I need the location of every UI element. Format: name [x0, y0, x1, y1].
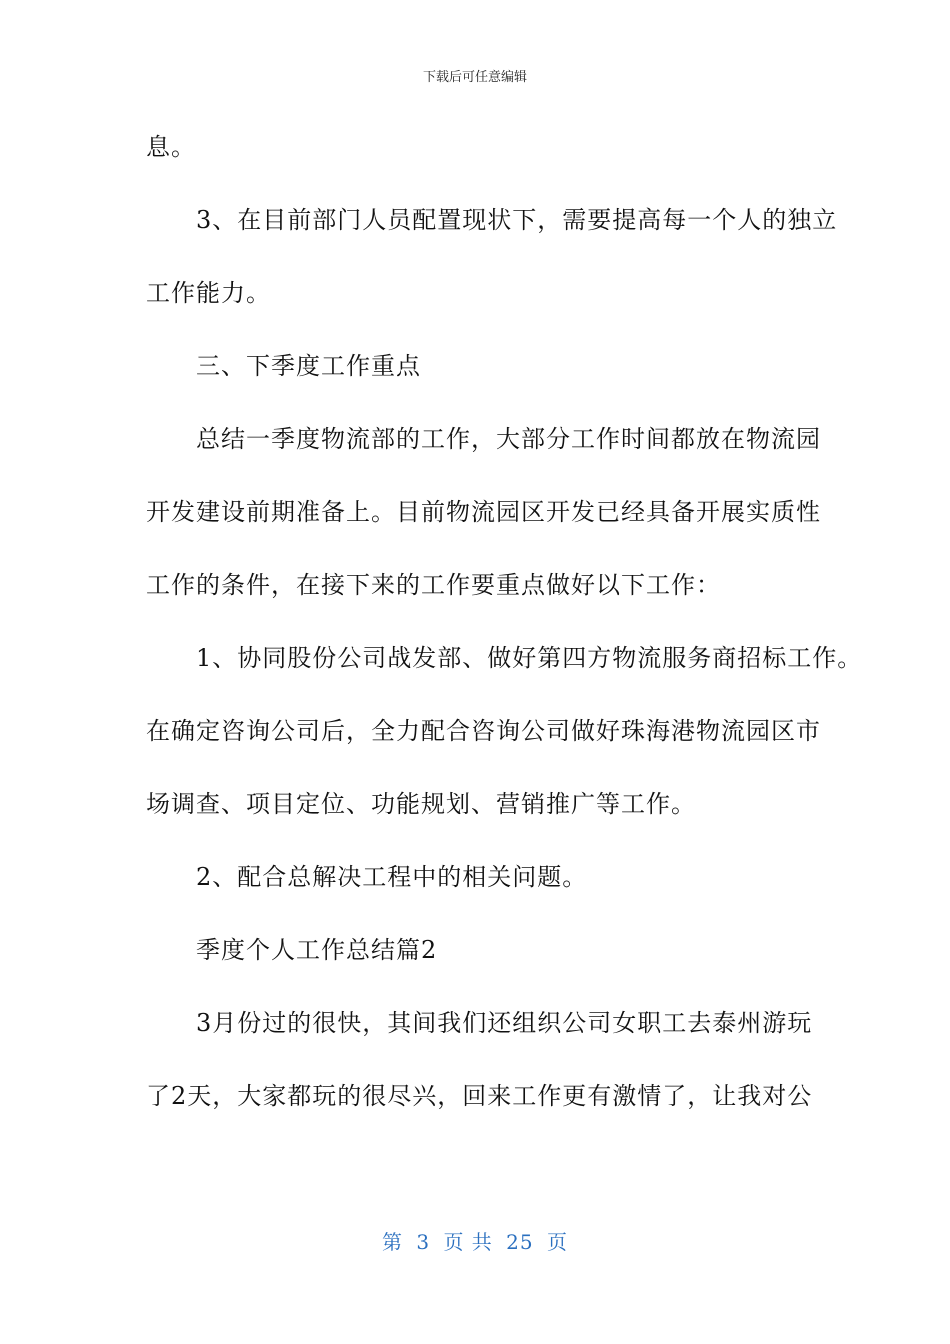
body-line: 场调查、项目定位、功能规划、营销推广等工作。: [146, 790, 696, 818]
body-line: 开发建设前期准备上。目前物流园区开发已经具备开展实质性: [146, 498, 821, 526]
footer-suffix: 页: [546, 1230, 568, 1254]
body-line: 1、协同股份公司战发部、做好第四方物流服务商招标工作。: [146, 644, 863, 672]
body-line: 3月份过的很快，其间我们还组织公司女职工去泰州游玩: [146, 1009, 813, 1037]
footer-middle: 页 共: [443, 1230, 493, 1254]
body-line: 2、配合总解决工程中的相关问题。: [146, 863, 588, 891]
current-page-number: 3: [416, 1230, 431, 1254]
footer-prefix: 第: [382, 1230, 403, 1254]
page-header: 下载后可任意编辑: [422, 70, 527, 85]
page-footer: [0, 1226, 950, 1255]
body-line: 了2天，大家都玩的很尽兴，回来工作更有激情了，让我对公: [146, 1082, 813, 1110]
section-heading: 三、下季度工作重点: [146, 352, 421, 380]
total-pages-number: 25: [506, 1230, 534, 1254]
body-line: 3、在目前部门人员配置现状下，需要提高每一个人的独立: [146, 206, 838, 234]
body-line: 工作的条件，在接下来的工作要重点做好以下工作：: [146, 571, 721, 599]
body-line: 总结一季度物流部的工作，大部分工作时间都放在物流园: [146, 425, 821, 453]
body-line: 息。: [146, 133, 196, 161]
body-line: 工作能力。: [146, 279, 271, 307]
article-title: 季度个人工作总结篇2: [146, 936, 438, 964]
body-line: 在确定咨询公司后，全力配合咨询公司做好珠海港物流园区市: [146, 717, 821, 745]
